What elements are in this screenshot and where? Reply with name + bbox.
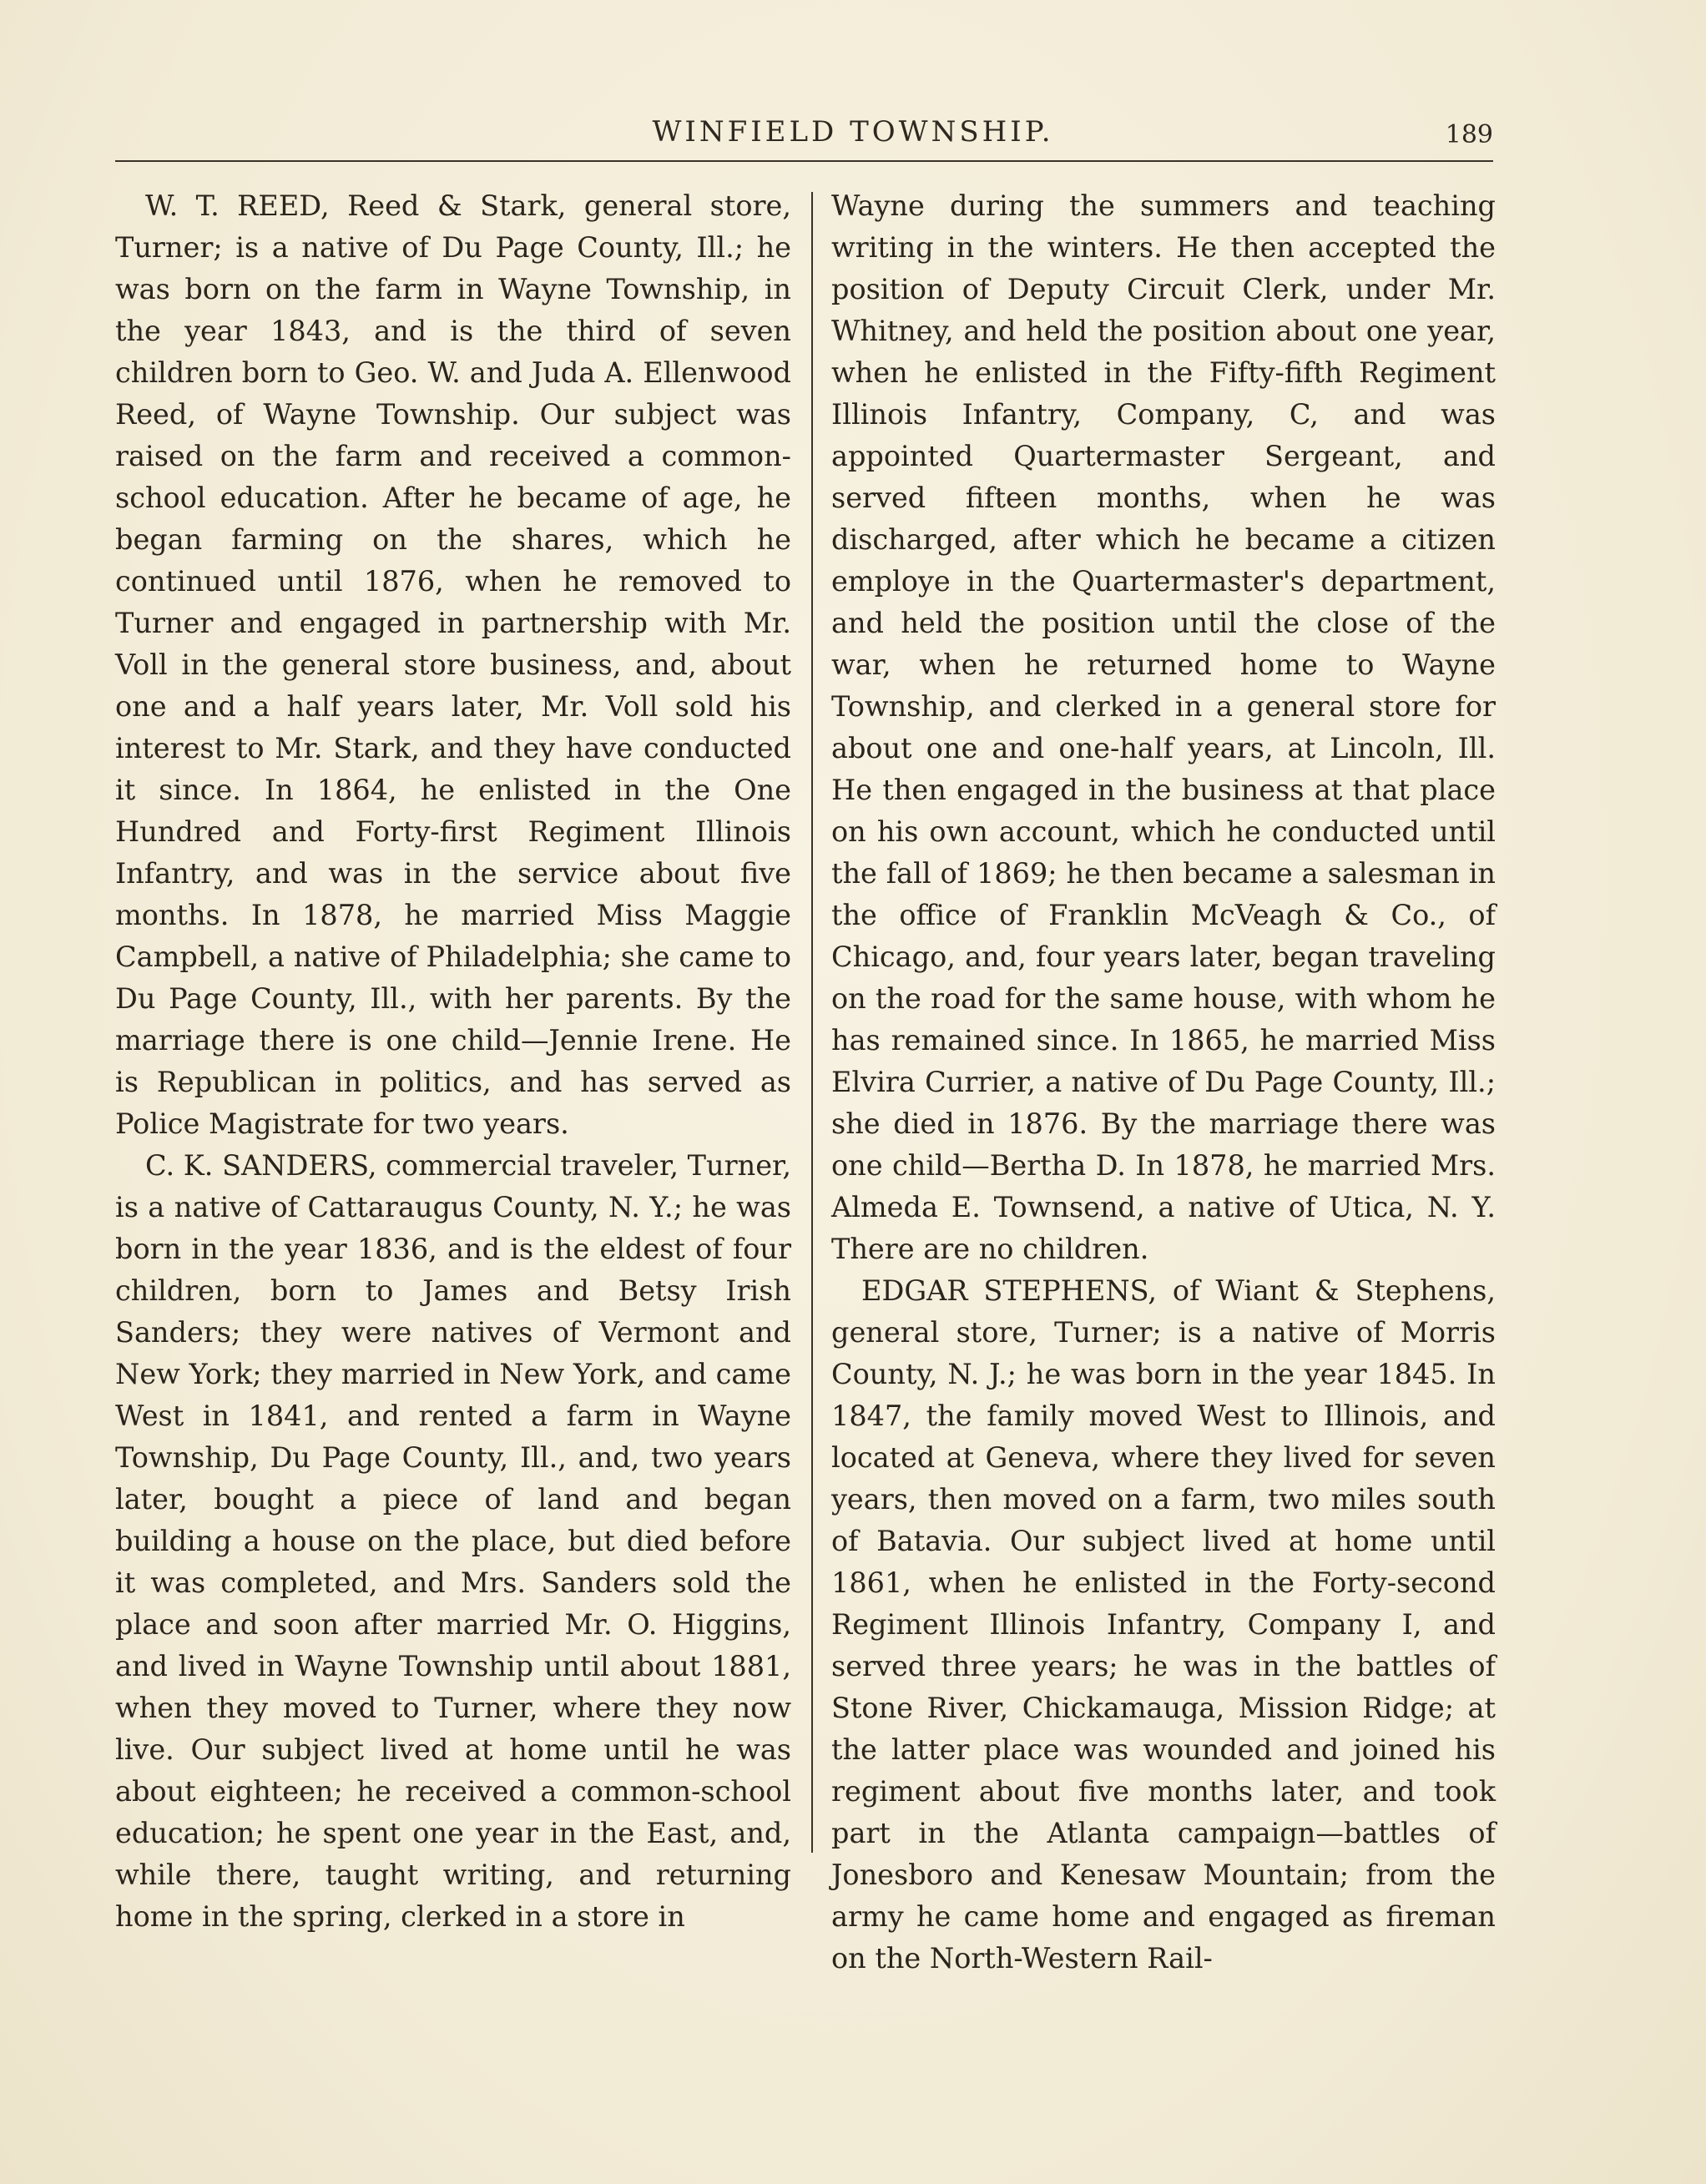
paragraph-reed: W. T. REED, Reed & Stark, general store, Turner; is a native of Du Page County, Ill.; he was born on the farm in Wayne Township, in the year 1843, and is the third of seven children born to Geo. W. and Juda A. Ellenwood Reed, of Wayne Township. Our subject was raised on the farm and received a common-school education. After he became of age, he began farming on the shares, which he continued until 1876, when he removed to Turner and engaged in partnership with Mr. Voll in the general store business, and, about one and a half years later, Mr. Voll sold his interest to Mr. Stark, and they have conducted it since. In 1864, he enlisted in the One Hundred and Forty-first Regiment Illinois Infantry, and was in the service about five months. In 1878, he married Miss Maggie Campbell, a native of Philadelphia; she came to Du Page County, Ill., with her parents. By the marriage there is one child—Jennie Irene. He is Republican in politics, and has served as Police Magistrate for two years. (115, 189, 791, 1140)
paragraph-stephens: EDGAR STEPHENS, of Wiant & Stephens, general store, Turner; is a native of Morris County, N. J.; he was born in the year 1845. In 1847, the family moved West to Illinois, and located at Geneva, where they lived for seven years, then moved on a farm, two miles south of Batavia. Our subject lived at home until 1861, when he enlisted in the Forty-second Regiment Illinois Infantry, Company I, and served three years; he was in the battles of Stone River, Chickamauga, Mission Ridge; at the latter place was wounded and joined his regiment about five months later, and took part in the Atlanta campaign—battles of Jonesboro and Kenesaw Mountain; from the army he came home and engaged as fireman on the North-Western Rail- (831, 1274, 1496, 1975)
page-number: 189 (1445, 120, 1493, 149)
paragraph-sanders: C. K. SANDERS, commercial traveler, Turner, is a native of Cattaraugus County, N. Y.; he was born in the year 1836, and is the eldest of four children, born to James and Betsy Irish Sanders; they were natives of Vermont and New York; they married in New York, and came West in 1841, and rented a farm in Wayne Township, Du Page County, Ill., and, two years later, bought a piece of land and began building a house on the place, but died before it was completed, and Mrs. Sanders sold the place and soon after married Mr. O. Higgins, and lived in Wayne Township until about 1881, when they moved to Turner, where they now live. Our subject lived at home until he was about eighteen; he received a common-school education; he spent one year in the East, and, while there, taught writing, and returning home in the spring, clerked in a store in (115, 1149, 791, 1933)
header-rule (115, 160, 1493, 162)
running-title: WINFIELD TOWNSHIP. (652, 115, 1054, 149)
column-divider (811, 192, 813, 1853)
right-column (831, 185, 1496, 1980)
running-head (0, 115, 1706, 157)
paragraph-sanders-continued: Wayne during the summers and teaching writing in the winters. He then accepted the position of Deputy Circuit Clerk, under Mr. Whitney, and held the position about one year, when he enlisted in the Fifty-fifth Regiment Illinois Infantry, Company, C, and was appointed Quartermaster Sergeant, and served fifteen months, when he was discharged, after which he became a citizen employe in the Quartermaster's department, and held the position until the close of the war, when he returned home to Wayne Township, and clerked in a general store for about one and one-half years, at Lincoln, Ill. He then engaged in the business at that place on his own account, which he conducted until the fall of 1869; he then became a salesman in the office of Franklin McVeagh & Co., of Chicago, and, four years later, began traveling on the road for the same house, with whom he has remained since. In 1865, he married Miss Elvira Currier, a native of Du Page County, Ill.; she died in 1876. By the marriage there was one child—Bertha D. In 1878, he married Mrs. Almeda E. Townsend, a native of Utica, N. Y. There are no children. (831, 189, 1496, 1265)
left-column (115, 185, 791, 1938)
